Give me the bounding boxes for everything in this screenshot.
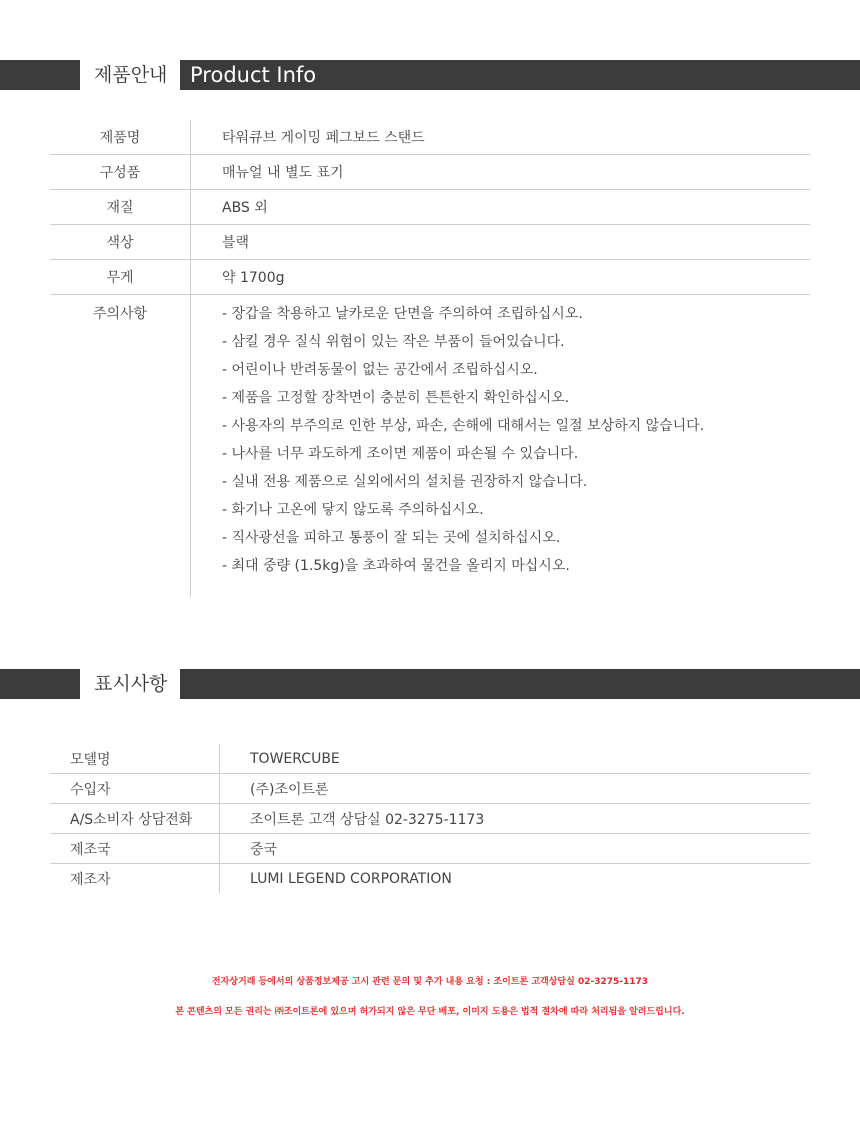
row-value-manufacturer: LUMI LEGEND CORPORATION: [250, 870, 452, 887]
row-label-product-name: 제품명: [50, 120, 191, 155]
label-info-table: [50, 744, 810, 893]
row-label-components: 구성품: [50, 155, 191, 190]
caution-item: - 장갑을 착용하고 날카로운 단면을 주의하여 조립하십시오.: [222, 306, 583, 322]
row-value-components: 매뉴얼 내 별도 표기: [191, 155, 811, 190]
row-value-as-phone: 조이트론 고객 상담실 02-3275-1173: [220, 804, 811, 834]
row-label-weight: 무게: [50, 260, 191, 295]
row-label-color: 색상: [50, 225, 191, 260]
table-row: [50, 295, 810, 598]
table-row: [50, 804, 810, 834]
table-row: [50, 774, 810, 804]
caution-item: - 직사광선을 피하고 통풍이 잘 되는 곳에 설치하십시오.: [222, 530, 561, 546]
table-row: [50, 225, 810, 260]
caution-list: [191, 295, 811, 598]
caution-item: - 최대 중량 (1.5kg)을 초과하여 물건을 올리지 마십시오.: [222, 558, 570, 574]
product-info-header-bar: [0, 60, 860, 90]
notice-inquiry: 전자상거래 등에서의 상품정보제공 고시 관련 문의 및 추가 내용 요청 : 조이트론 고객상담실 02-3275-1173: [211, 977, 649, 987]
notice-copyright: 본 콘텐츠의 모든 권리는 ㈜조이트론에 있으며 허가되지 않은 무단 배포, 이미지 도용은 법적 절차에 따라 처리됨을 알려드립니다.: [175, 1007, 685, 1017]
caution-item: - 제품을 고정할 장착면이 충분히 튼튼한지 확인하십시오.: [222, 390, 570, 406]
caution-item: - 화기나 고온에 닿지 않도록 주의하십시오.: [222, 502, 484, 518]
row-value-origin: 중국: [220, 834, 811, 864]
caution-item: - 사용자의 부주의로 인한 부상, 파손, 손해에 대해서는 일절 보상하지 않습니다.: [222, 418, 705, 434]
row-label-origin: 제조국: [50, 834, 220, 864]
row-label-material: 재질: [50, 190, 191, 225]
caution-item: - 삼킬 경우 질식 위험이 있는 작은 부품이 들어있습니다.: [222, 334, 565, 350]
row-value-model: TOWERCUBE: [220, 744, 811, 774]
table-row: [50, 190, 810, 225]
row-value-importer: (주)조이트론: [220, 774, 811, 804]
label-info-header-bar: [0, 669, 860, 699]
caution-item: - 어린이나 반려동물이 없는 공간에서 조립하십시오.: [222, 362, 538, 378]
row-label-manufacturer: 제조자: [50, 864, 220, 894]
row-label-model: 모델명: [50, 744, 220, 774]
row-value-weight: 약 1700g: [191, 260, 811, 295]
label-info-title-ko: 표시사항: [94, 673, 168, 695]
product-info-table: [50, 120, 810, 597]
table-row: [50, 864, 810, 894]
product-info-title-ko: 제품안내: [94, 64, 168, 86]
table-row: [50, 834, 810, 864]
row-label-importer: 수입자: [50, 774, 220, 804]
product-info-title-en: Product Info: [190, 63, 317, 87]
row-label-as-phone: A/S소비자 상담전화: [50, 804, 220, 834]
caution-item: - 나사를 너무 과도하게 조이면 제품이 파손될 수 있습니다.: [222, 446, 579, 462]
table-row: [50, 260, 810, 295]
table-row: [50, 120, 810, 155]
row-value-color: 블랙: [191, 225, 811, 260]
table-row: [50, 155, 810, 190]
row-label-cautions: 주의사항: [50, 295, 191, 598]
table-row: [50, 744, 810, 774]
caution-item: - 실내 전용 제품으로 실외에서의 설치를 권장하지 않습니다.: [222, 474, 588, 490]
row-value-material: ABS 외: [191, 190, 811, 225]
row-value-product-name: 타워큐브 게이밍 페그보드 스탠드: [191, 120, 811, 155]
